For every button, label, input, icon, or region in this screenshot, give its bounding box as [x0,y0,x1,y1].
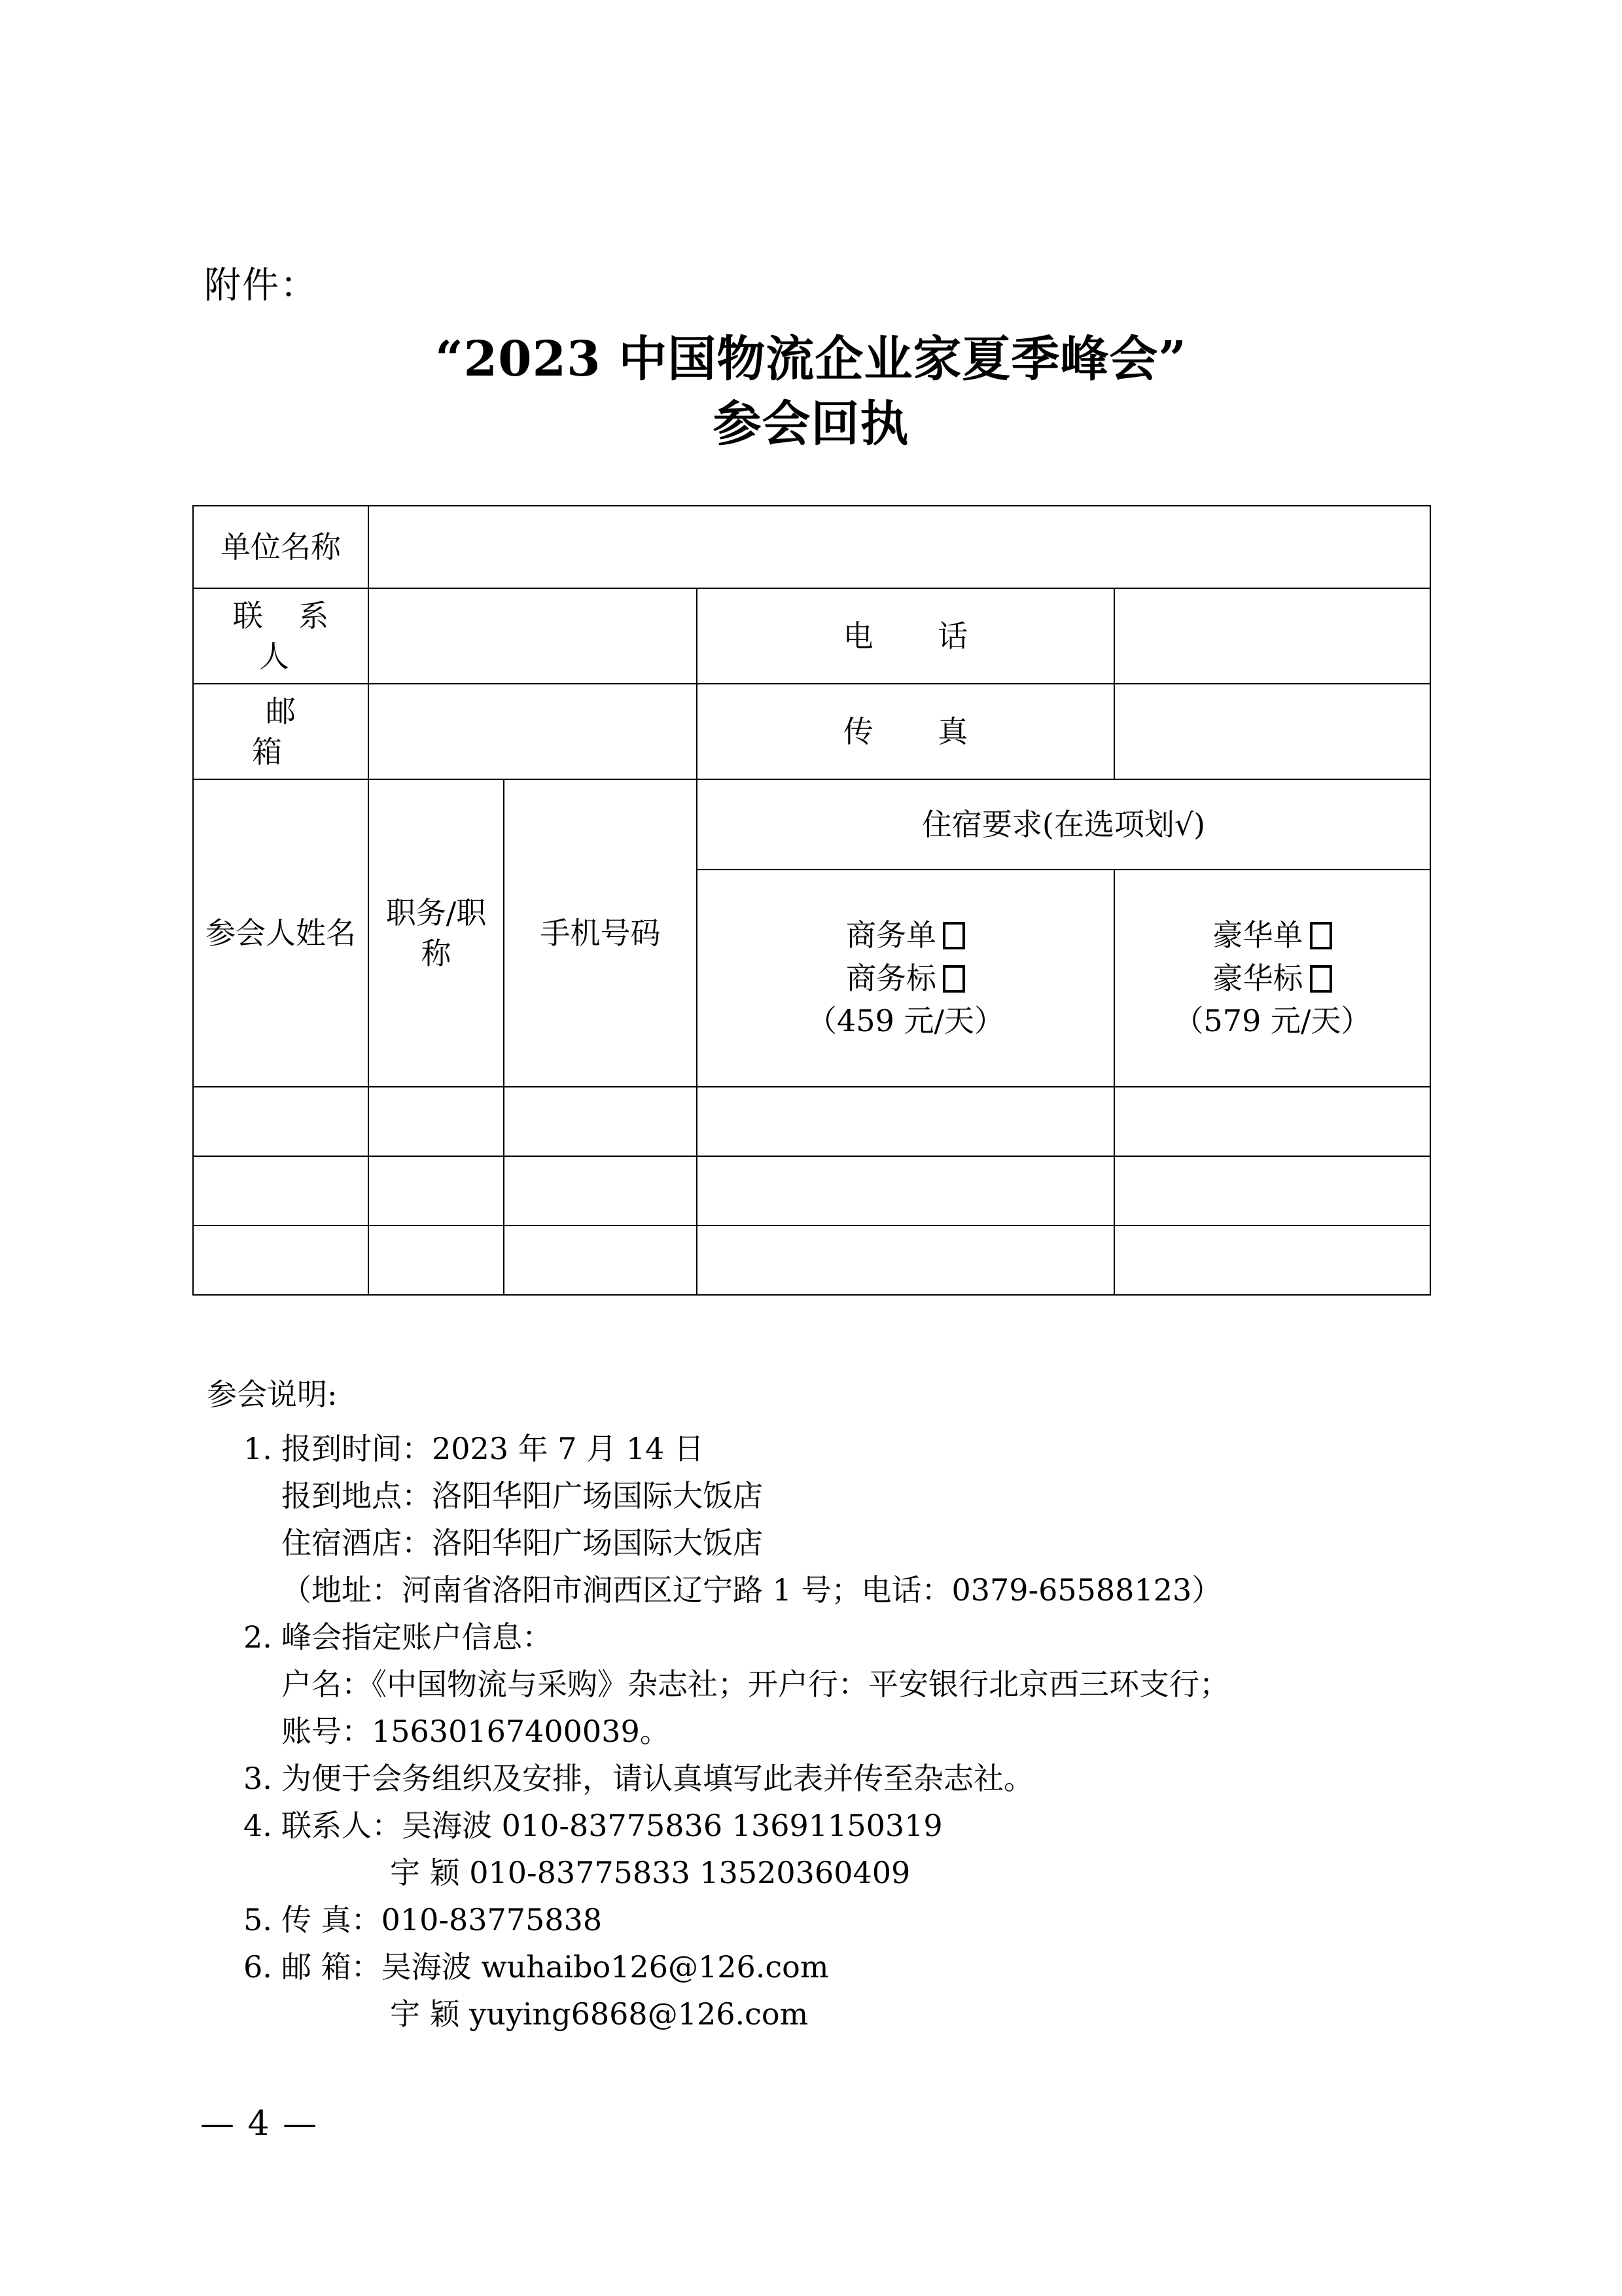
attendee-title-header-text: 职务/职称 [385,895,487,972]
note-number: 2. [243,1619,272,1655]
note-line: 传 真：010-83775838 [281,1902,603,1937]
table-row [193,1087,1430,1156]
deluxe-price-text: （579 元/天） [1173,1003,1371,1039]
email-input-cell[interactable] [368,684,697,779]
attendee-name-value [194,1184,368,1197]
attendee-lodging-business-cell[interactable] [697,1156,1114,1226]
attendee-lodging-business-cell[interactable] [697,1226,1114,1295]
fax-label-text: 传 真 [843,714,996,750]
registration-form-table [192,505,1431,1296]
note-item-4 [243,1802,1468,1896]
note-item-5 [243,1896,1468,1943]
table-row [193,1156,1430,1226]
attendee-name-cell[interactable] [193,1087,368,1156]
business-standard-option[interactable] [703,957,1108,1000]
phone-value [1115,629,1430,643]
deluxe-standard-checkbox[interactable] [1310,965,1332,993]
attendee-title-cell[interactable] [368,1087,504,1156]
note-line: 为便于会务组织及安排，请认真填写此表并传至杂志社。 [281,1761,1034,1796]
phone-input-cell[interactable] [1114,588,1430,684]
note-line: 宇 颖 010-83775833 13520360409 [390,1855,911,1890]
attendee-name-header [193,779,368,1087]
lodging-requirement-header-text: 住宿要求(在选项划√) [921,807,1206,843]
notes-section [192,1379,1468,2038]
table-row-unit-name [193,506,1430,588]
attendee-name-cell[interactable] [193,1156,368,1226]
page-title-line2: 参会回执 [713,396,909,453]
attendee-mobile-value [504,1254,696,1267]
deluxe-standard-label: 豪华标 [1212,960,1303,996]
lodging-requirement-header [697,779,1430,870]
note-body [281,1802,1468,1896]
unit-name-input-cell[interactable] [368,506,1430,588]
attendee-lodging-business-cell[interactable] [697,1087,1114,1156]
fax-label [697,684,1114,779]
note-number: 6. [243,1949,272,1985]
phone-label [697,588,1114,684]
document-title-block [192,327,1430,457]
note-body [281,1425,1468,1614]
attendee-lodging-deluxe-value [1115,1254,1430,1267]
contact-person-input-cell[interactable] [368,588,697,684]
business-standard-checkbox[interactable] [943,965,965,993]
email-label-text: 邮 箱 [252,694,323,770]
attendee-lodging-deluxe-cell[interactable] [1114,1087,1430,1156]
note-line: 联系人：吴海波 010-83775836 13691150319 [281,1808,943,1843]
notes-heading: 参会说明: [207,1377,338,1412]
business-price-text: （459 元/天） [807,1003,1004,1039]
attendee-name-header-text: 参会人姓名 [205,915,356,951]
attendee-mobile-cell[interactable] [504,1156,697,1226]
note-number: 1. [243,1431,272,1466]
note-line: （地址：河南省洛阳市涧西区辽宁路 1 号；电话：0379-65588123） [281,1572,1222,1608]
business-single-checkbox[interactable] [943,922,965,949]
attachment-label: 附件： [204,264,318,307]
lodging-option-business [697,870,1114,1087]
deluxe-single-checkbox[interactable] [1310,922,1332,949]
attendee-lodging-deluxe-cell[interactable] [1114,1226,1430,1295]
attendee-lodging-business-value [697,1184,1114,1197]
note-number: 3. [243,1761,272,1796]
attendee-lodging-deluxe-value [1115,1184,1430,1197]
note-line: 宇 颖 yuying6868@126.com [390,1996,809,2032]
table-row-lodging-header [193,779,1430,870]
email-value [369,725,696,738]
page-title-line1: “2023 中国物流企业家夏季峰会” [435,331,1187,387]
page-number: — 4 — [200,2104,319,2144]
attendee-mobile-header-text: 手机号码 [540,915,661,951]
attendee-lodging-deluxe-cell[interactable] [1114,1156,1430,1226]
contact-person-label [193,588,368,684]
note-line: 报到时间：2023 年 7 月 14 日 [281,1431,704,1466]
attendee-lodging-business-value [697,1115,1114,1128]
attendee-name-cell[interactable] [193,1226,368,1295]
unit-name-value [369,540,1430,554]
table-row-email [193,684,1430,779]
deluxe-single-label: 豪华单 [1212,917,1303,953]
note-body [281,1755,1468,1802]
table-row [193,1226,1430,1295]
attendee-mobile-cell[interactable] [504,1226,697,1295]
note-line: 户名：《中国物流与采购》杂志社；开户行：平安银行北京西三环支行； [281,1667,1229,1702]
business-single-label: 商务单 [846,917,936,953]
email-label [193,684,368,779]
attendee-title-header [368,779,504,1087]
deluxe-standard-option[interactable] [1120,957,1424,1000]
attendee-name-value [194,1254,368,1267]
note-line: 峰会指定账户信息： [281,1619,552,1655]
attendee-title-value [369,1254,503,1267]
unit-name-label [193,506,368,588]
note-body [281,1614,1468,1755]
fax-input-cell[interactable] [1114,684,1430,779]
note-line: 账号：15630167400039。 [281,1714,670,1749]
attendee-title-cell[interactable] [368,1156,504,1226]
attendee-mobile-header [504,779,697,1087]
attendee-lodging-deluxe-value [1115,1115,1430,1128]
note-line: 住宿酒店：洛阳华阳广场国际大饭店 [281,1525,763,1561]
business-single-option[interactable] [703,914,1108,957]
attendee-title-value [369,1115,503,1128]
table-row-contact [193,588,1430,684]
business-standard-label: 商务标 [846,960,936,996]
lodging-option-deluxe [1114,870,1430,1087]
fax-value [1115,725,1430,738]
attendee-mobile-cell[interactable] [504,1087,697,1156]
contact-person-value [369,629,696,643]
unit-name-label-text: 单位名称 [220,529,341,565]
note-body [281,1896,1468,1943]
note-item-1 [243,1425,1468,1614]
attendee-title-value [369,1184,503,1197]
phone-label-text: 电 话 [843,618,996,654]
note-body [281,1943,1468,2038]
note-item-6 [243,1943,1468,2038]
note-item-3 [243,1755,1468,1802]
note-item-2 [243,1614,1468,1755]
contact-person-label-text: 联 系 人 [232,598,342,675]
deluxe-single-option[interactable] [1120,914,1424,957]
attendee-title-cell[interactable] [368,1226,504,1295]
note-number: 4. [243,1808,272,1843]
note-line: 邮 箱：吴海波 wuhaibo126@126.com [281,1949,829,1985]
note-line: 报到地点：洛阳华阳广场国际大饭店 [281,1478,763,1513]
attendee-mobile-value [504,1115,696,1128]
attendee-lodging-business-value [697,1254,1114,1267]
note-number: 5. [243,1902,272,1937]
attendee-mobile-value [504,1184,696,1197]
attendee-name-value [194,1115,368,1128]
